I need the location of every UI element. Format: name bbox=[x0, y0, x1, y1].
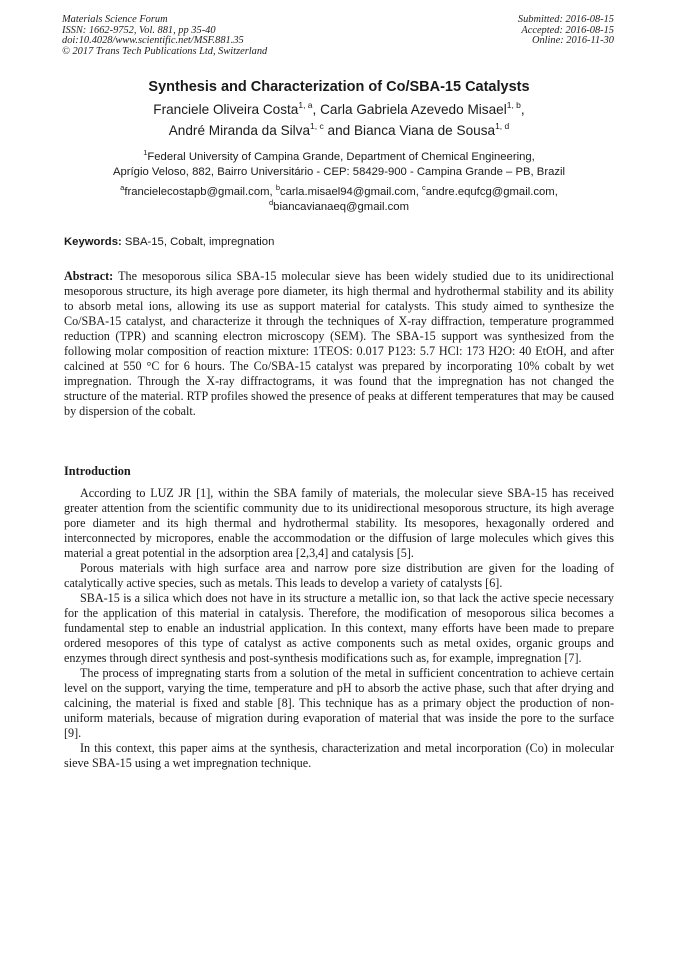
submitted-date: Submitted: 2016-08-15 bbox=[517, 14, 614, 25]
author-sup: 1, d bbox=[495, 121, 510, 131]
affiliation-address: Aprígio Veloso, 882, Bairro Universitário - CEP: 58429-900 - Campina Grande – PB, Brazil bbox=[112, 166, 566, 178]
affiliation-line-2 bbox=[0, 165, 678, 180]
online-date: Online: 2016-11-30 bbox=[531, 35, 614, 47]
email-separator: , bbox=[269, 186, 276, 198]
email-sup: c bbox=[422, 183, 426, 192]
email-separator: , bbox=[554, 186, 558, 198]
affiliation-line-1 bbox=[0, 150, 678, 165]
author-name: Bianca Viana de Sousa bbox=[353, 123, 496, 138]
keywords-text: SBA-15, Cobalt, impregnation bbox=[121, 236, 275, 248]
affiliation-sup: 1 bbox=[143, 148, 148, 157]
email-sup: a bbox=[120, 183, 125, 192]
author-line bbox=[0, 121, 678, 142]
author-separator: , bbox=[520, 102, 525, 117]
journal-name: Materials Science Forum bbox=[62, 14, 168, 25]
introduction-body bbox=[64, 486, 614, 771]
journal-info bbox=[62, 15, 267, 57]
journal-doi[interactable]: doi:10.4028/www.scientific.net/MSF.881.35 bbox=[62, 35, 244, 47]
paper-title: Synthesis and Characterization of Co/SBA-15 Catalysts bbox=[148, 79, 530, 95]
email-line bbox=[0, 200, 678, 215]
email-list bbox=[0, 185, 678, 215]
email-link[interactable]: biancavianaeq@gmail.com bbox=[273, 201, 409, 213]
intro-paragraph: SBA-15 is a silica which does not have in its structure a metallic ion, so that lack the active specie necessary for the application of this material in catalysis. Therefore, the modification of mesoporous silica becomes a fundamental step to enable an industrial application. In this context, many efforts have been made to prepare ordered mesopores of this type of catalyst as active components such as metal oxides, organic groups and enzymes through direct synthesis and post-synthesis modifications such as, for example, impregnation [7]. bbox=[64, 591, 614, 665]
author-line bbox=[0, 100, 678, 121]
author-name: Carla Gabriela Azevedo Misael bbox=[320, 102, 507, 117]
accepted-date: Accepted: 2016-08-15 bbox=[521, 24, 614, 36]
intro-paragraph: The process of impregnating starts from a solution of the metal in sufficient concentration to achieve certain level on the support, varying the time, temperature and pH to absorb the active phase, such that after drying and calcining, the material is fixed and stable [8]. This technique has as a primary object the production of non-uniform materials, because of migration during evaporation of material that was inside the pore to the surface [9]. bbox=[64, 666, 614, 740]
author-separator: , bbox=[312, 102, 321, 117]
affiliation-text: Federal University of Campina Grande, Department of Chemical Engineering, bbox=[147, 151, 535, 163]
email-line bbox=[0, 185, 678, 200]
intro-paragraph: Porous materials with high surface area and narrow pore size distribution are given for the loading of catalytically active species, such as metals. This leads to develop a variety of catalysts [6]. bbox=[64, 561, 614, 590]
abstract-label: Abstract: bbox=[64, 269, 114, 283]
abstract-text: The mesoporous silica SBA-15 molecular sieve has been widely studied due to its unidirectional mesoporous structure, its high average pore diameter, its high thermal and hydrothermal stability and its ability to absorb metal ions, allowing its use as support material for catalysts. This study aimed to synthesize the Co/SBA-15 catalyst, and characterize it through the techniques of X-ray diffraction, temperature programmed reduction (TPR) and scanning electron microscopy (SEM). The SBA-15 support was synthesized from the following molar composition of reaction mixture: 1TEOS: 0.017 P123: 5.7 HCl: 173 H2O: 40 EtOH, and after calcined at 550 °C for 6 hours. The Co/SBA-15 catalyst was prepared by incorporating 10% cobalt by wet impregnation. Through the X-ray diffractograms, it was found that the impregnation has not changed the structure of the material. RTP profiles showed the presence of peaks at different temperatures that may be caused by dispersion of the cobalt. bbox=[64, 269, 614, 418]
author-sup: 1, c bbox=[310, 121, 324, 131]
email-sup: d bbox=[269, 198, 274, 207]
email-separator: , bbox=[415, 186, 423, 198]
affiliation bbox=[0, 150, 678, 180]
intro-paragraph: In this context, this paper aims at the synthesis, characterization and metal incorporation (Co) in molecular sieve SBA-15 using a wet impregnation technique. bbox=[64, 741, 614, 770]
keywords bbox=[64, 236, 274, 248]
introduction-heading: Introduction bbox=[64, 464, 131, 478]
journal-copyright: © 2017 Trans Tech Publications Ltd, Switzerland bbox=[62, 45, 268, 57]
author-sup: 1, a bbox=[298, 100, 313, 110]
author-list bbox=[0, 100, 678, 142]
author-name: Franciele Oliveira Costa bbox=[153, 102, 299, 117]
journal-issn: ISSN: 1662-9752, Vol. 881, pp 35-40 bbox=[62, 24, 216, 36]
abstract-paragraph bbox=[64, 269, 614, 419]
email-link[interactable]: carla.misael94@gmail.com bbox=[279, 186, 416, 198]
intro-paragraph: According to LUZ JR [1], within the SBA family of materials, the molecular sieve SBA-15 has received greater attention from the scientific community due to its unidirectional mesoporous structure, its high average pore diameter and its high thermal and hydrothermal stability. Its mesopores, hexagonally ordered and interconnected by micropores, enable the accommodation or the diffusion of large molecules which gives this material a great potential in the adsorption area [2,3,4] and catalysis [5]. bbox=[64, 486, 614, 560]
publication-dates bbox=[518, 15, 614, 47]
email-sup: b bbox=[275, 183, 280, 192]
author-name: André Miranda da Silva bbox=[168, 123, 311, 138]
keywords-label: Keywords: bbox=[64, 236, 122, 248]
author-separator: and bbox=[323, 123, 354, 138]
email-link[interactable]: francielecostapb@gmail.com bbox=[124, 186, 270, 198]
abstract bbox=[64, 269, 614, 419]
email-link[interactable]: andre.equfcg@gmail.com bbox=[425, 186, 555, 198]
author-sup: 1, b bbox=[506, 100, 521, 110]
